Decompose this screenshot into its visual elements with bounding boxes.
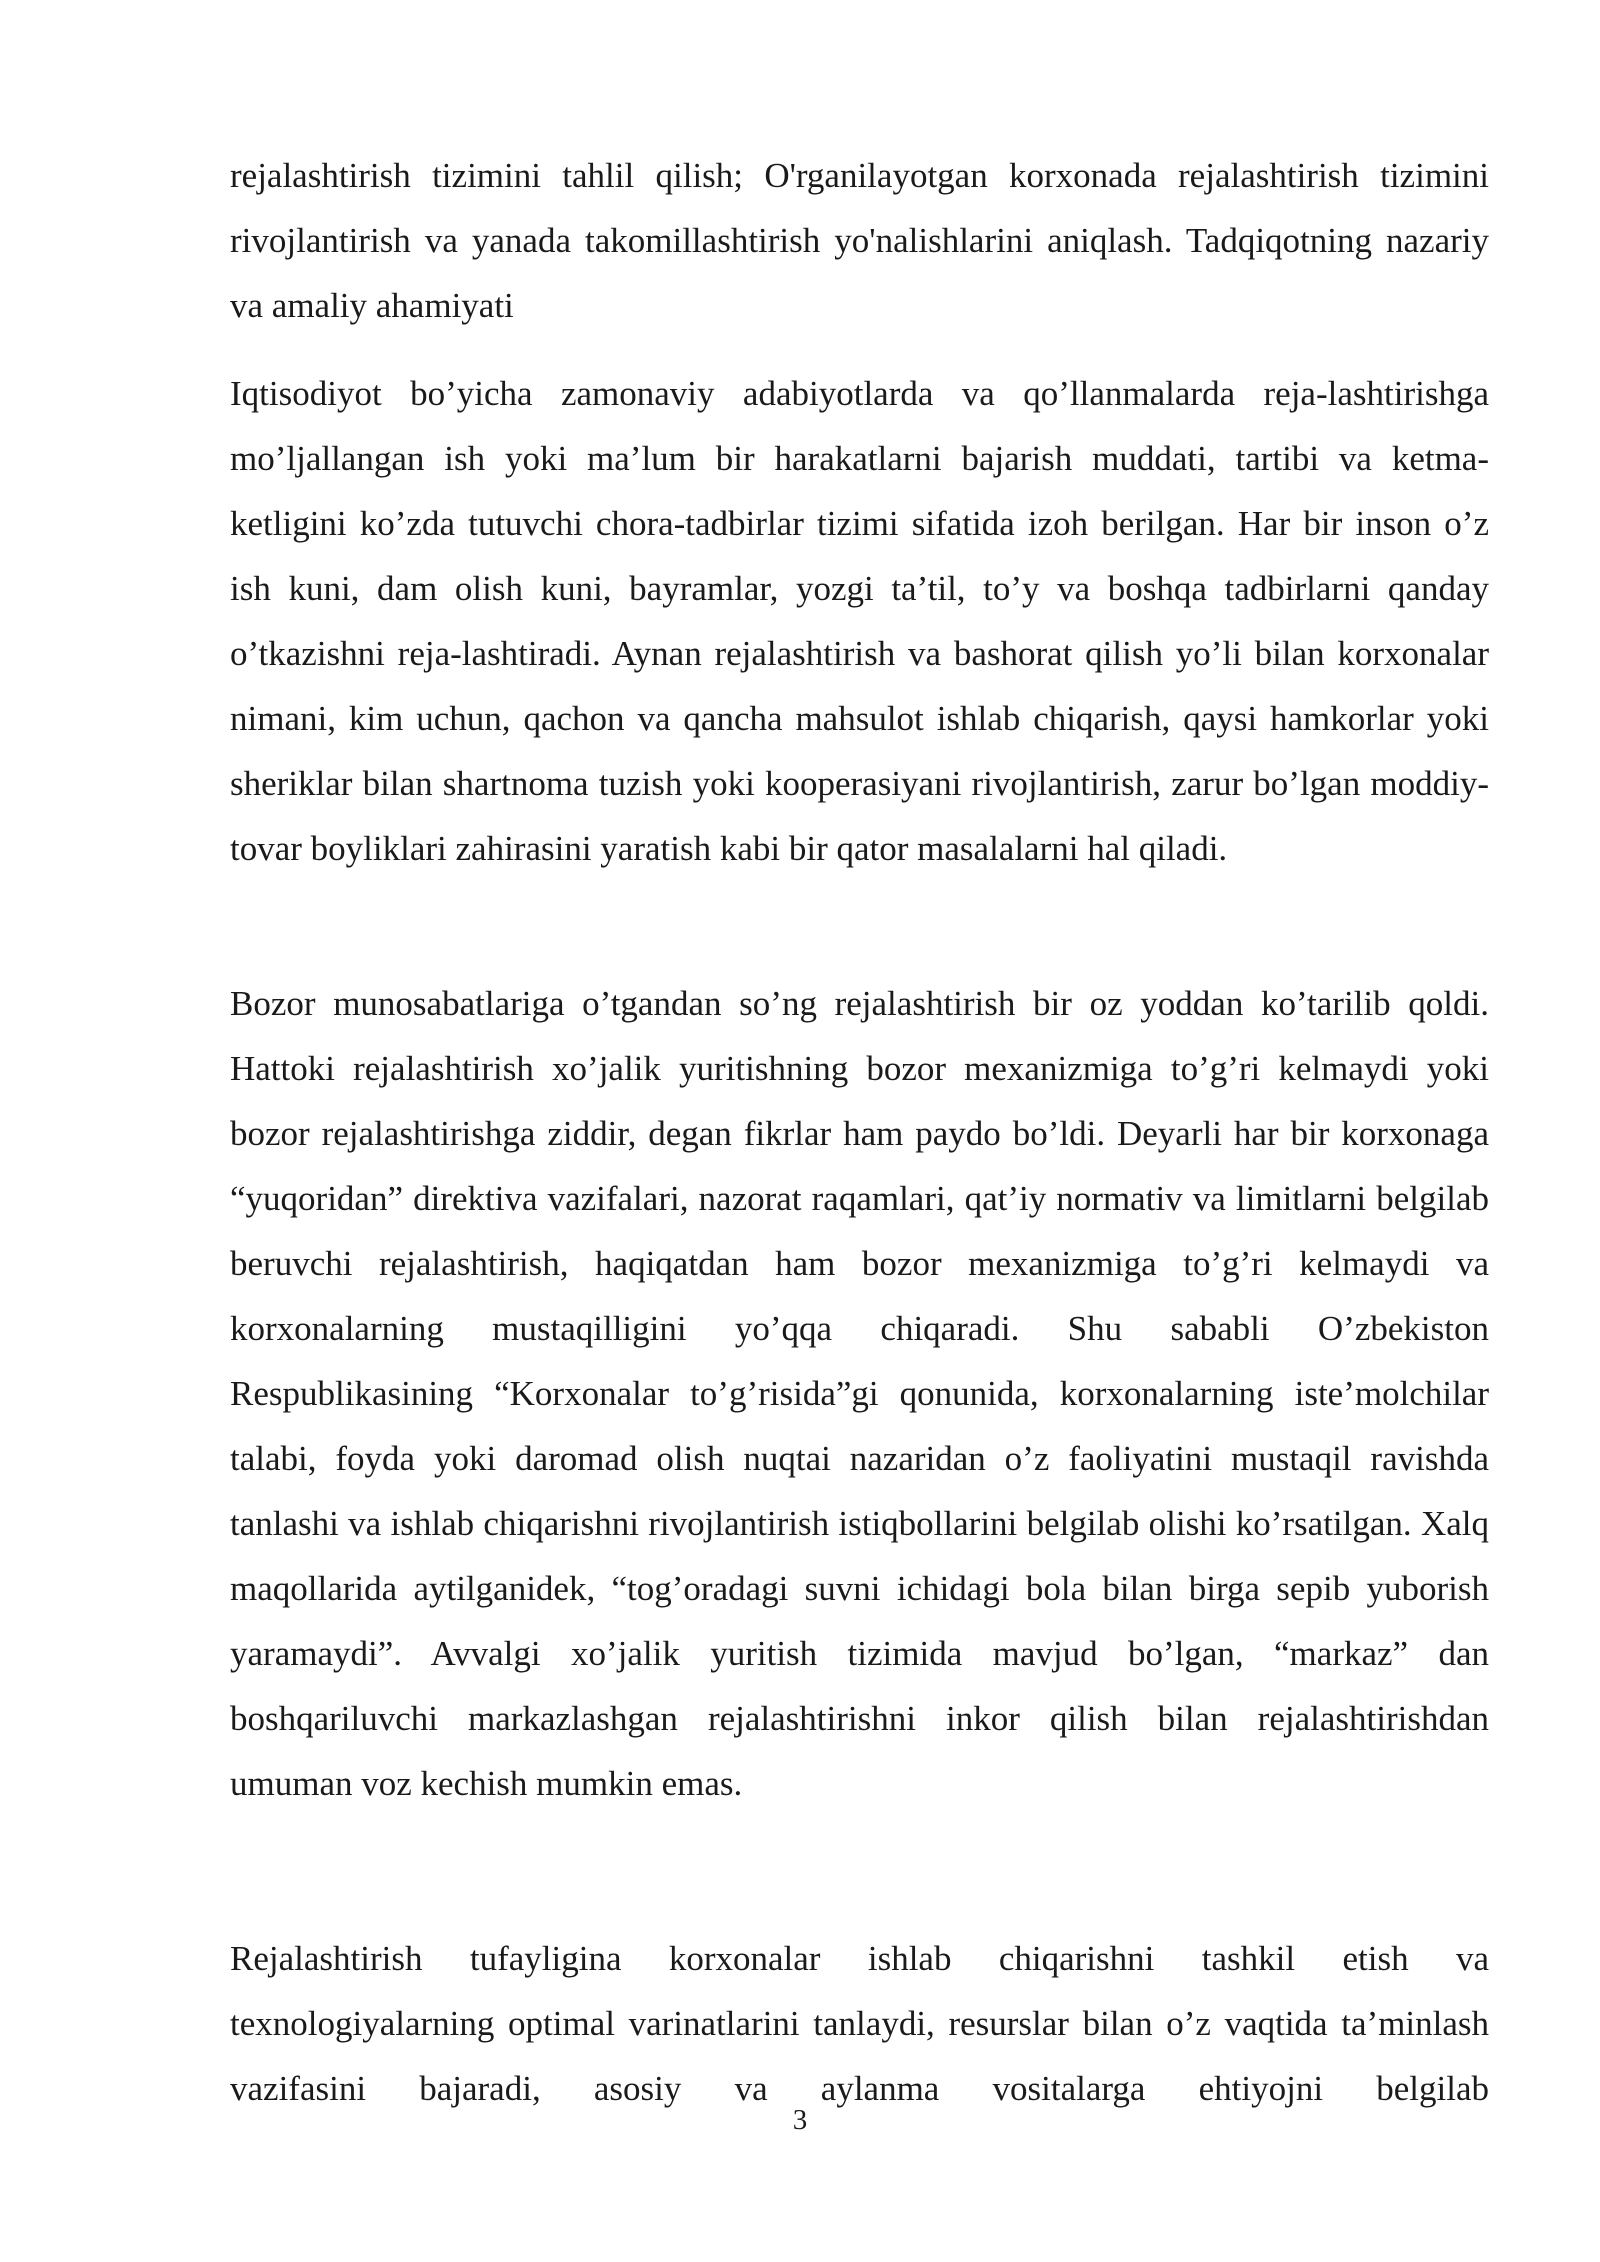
page-number: 3 — [792, 2104, 808, 2136]
paragraph-market-relations: Bozor munosabatlariga o’tgandan so’ng rejalashtirish bir oz yoddan ko’tarilib qoldi. Hattoki rejalashtirish xo’jalik yuritishning bozor mexanizmiga to’g’ri kelmaydi yoki bozor rejalashtirishga ziddir, degan fikrlar ham paydo bo’ldi. Deyarli har bir korxonaga “yuqoridan” direktiva vazifalari, nazorat raqamlari, qat’iy normativ va limitlarni belgilab beruvchi rejalashtirish, haqiqatdan ham bozor mexanizmiga to’g’ri kelmaydi va korxonalarning mustaqilligini yo’qqa chiqaradi. Shu sababli O’zbekiston Respublikasining “Korxonalar to’g’risida”gi qonunida, korxonalarning iste’molchilar talabi, foyda yoki daromad olish nuqtai nazaridan o’z faoliyatini mustaqil ravishda tanlashi va ishlab chiqarishni rivojlantirish istiqbollarini belgilab olishi ko’rsatilgan. Xalq maqollarida aytilganidek, “tog’oradagi suvni ichidagi bola bilan birga sepib yuborish yaramaydi”. Avvalgi xo’jalik yuritish tizimida mavjud bo’lgan, “markaz” dan boshqariluvchi markazlashgan rejalashtirishni inkor qilish bilan rejalashtirishdan umuman voz kechish mumkin emas. — [230, 984, 1489, 1803]
paragraph-planning-benefits: Rejalashtirish tufayligina korxonalar ishlab chiqarishni tashkil etish va texnologiyalarning optimal varinatlarini tanlaydi, resurslar bilan o’z vaqtida ta’minlash vazifasini bajaradi, asosiy va aylanma vositalarga ehtiyojni belgilab — [230, 1939, 1489, 2108]
paragraph-intro-continuation: rejalashtirish tizimini tahlil qilish; O'rganilayotgan korxonada rejalashtirish tizimini rivojlantirish va yanada takomillashtirish yo'nalishlarini aniqlash. Tadqiqotning nazariy va amaliy ahamiyati — [230, 156, 1489, 325]
paragraph-planning-definition: Iqtisodiyot bo’yicha zamonaviy adabiyotlarda va qo’llanmalarda reja-lashtirishga mo’ljallangan ish yoki ma’lum bir harakatlarni bajarish muddati, tartibi va ketma-ketligini ko’zda tutuvchi chora-tadbirlar tizimi sifatida izoh berilgan. Har bir inson o’z ish kuni, dam olish kuni, bayramlar, yozgi ta’til, to’y va boshqa tadbirlarni qanday o’tkazishni reja-lashtiradi. Aynan rejalashtirish va bashorat qilish yo’li bilan korxonalar nimani, kim uchun, qachon va qancha mahsulot ishlab chiqarish, qaysi hamkorlar yoki sheriklar bilan shartnoma tuzish yoki kooperasiyani rivojlantirish, zarur bo’lgan moddiy-tovar boyliklari zahirasini yaratish kabi bir qator masalalarni hal qiladi. — [230, 374, 1489, 868]
